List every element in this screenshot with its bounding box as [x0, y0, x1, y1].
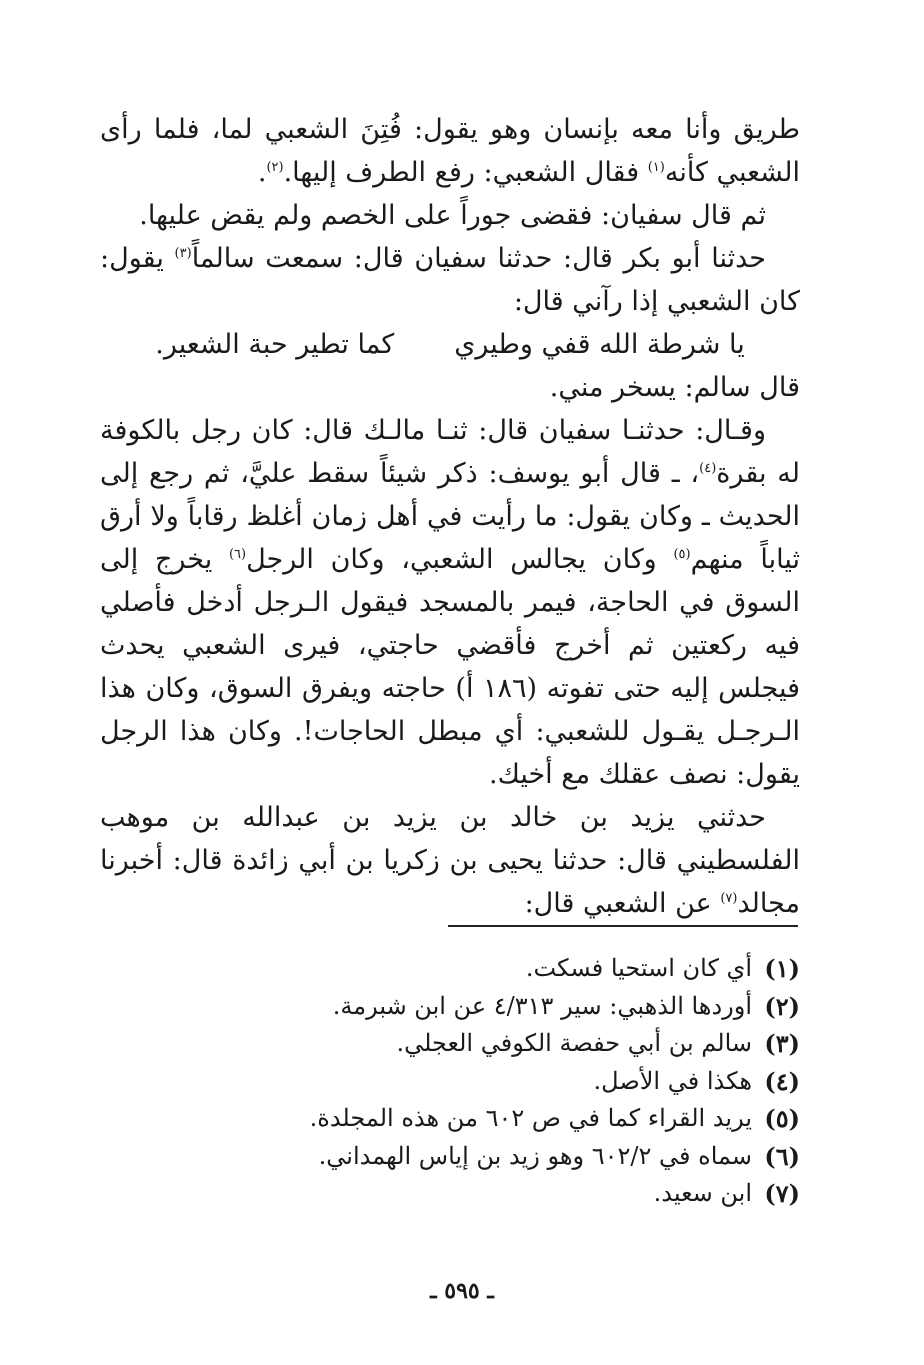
- paragraph-3: [100, 237, 800, 323]
- footnote-ref-2[interactable]: (٢): [266, 160, 284, 175]
- footnote-number: (١): [764, 954, 800, 983]
- footnote-1: [180, 950, 800, 988]
- verse-hemistich-2: كما تطير حبة الشعير.: [155, 329, 395, 360]
- footnote-4: [180, 1063, 800, 1101]
- main-text: [100, 108, 800, 925]
- page-number: ـ ٥٩٥ ـ: [430, 1278, 494, 1304]
- text-run: .: [257, 157, 267, 188]
- footnotes: [180, 950, 800, 1213]
- text-run: ، ـ قال أبو يوسف: ذكر شيئاً سقط عليَّ، ثم رجع إلى الحديث ـ وكان يقول: ما رأيت في أهل زمان أغلظ رقاباً ولا أرق ثياباً منهم: [100, 458, 800, 575]
- text-run: وكان يجالس الشعبي، وكان الرجل: [246, 544, 674, 575]
- footnote-text: أوردها الذهبي: سير ٤/٣١٣ عن ابن شبرمة.: [332, 991, 752, 1020]
- verse-line: [100, 323, 800, 366]
- footnote-6: [180, 1138, 800, 1176]
- footnote-2: [180, 988, 800, 1026]
- footnote-ref-5[interactable]: (٥): [673, 547, 691, 562]
- footnote-text: أي كان استحيا فسكت.: [525, 954, 752, 982]
- footnote-number: (٦): [764, 1141, 800, 1171]
- footnote-5: [180, 1100, 800, 1138]
- text-run: وقـال: حدثنـا سفيان قال: ثنـا مالـك قال: كان رجل بالكوفة له بقرة: [100, 415, 800, 489]
- footnote-7: [180, 1175, 800, 1213]
- footnote-text: سماه في ٦٠٢/٢ وهو زيد بن إياس الهمداني.: [318, 1141, 752, 1170]
- footnote-ref-7[interactable]: (٧): [720, 891, 738, 906]
- text-run: طريق وأنا معه بإنسان وهو يقول: فُتِنَ الشعبي لما، فلما رأى الشعبي كأنه: [100, 114, 800, 188]
- footnote-text: يريد القراء كما في ص ٦٠٢ من هذه المجلدة.: [309, 1104, 752, 1132]
- paragraph-2: ثم قال سفيان: فقضى جوراً على الخصم ولم يقض عليها.: [139, 200, 766, 231]
- footnote-text: سالم بن أبي حفصة الكوفي العجلي.: [396, 1029, 752, 1057]
- paragraph-5: [100, 409, 800, 796]
- paragraph-1: [100, 108, 800, 194]
- footnote-number: (٥): [764, 1104, 800, 1133]
- footnote-number: (٧): [764, 1179, 800, 1208]
- footnote-number: (٢): [764, 991, 800, 1021]
- text-run: حدثني يزيد بن خالد بن يزيد بن عبدالله بن موهب الفلسطيني قال: حدثنا يحيى بن زكريا بن أبي زائدة قال: أخبرنا مجالد: [100, 802, 800, 919]
- footnote-text: ابن سعيد.: [653, 1179, 752, 1207]
- footnote-ref-1[interactable]: (١): [647, 160, 665, 175]
- verse-hemistich-1: يا شرطة الله قفي وطيري: [454, 329, 745, 360]
- paragraph-6: [100, 796, 800, 925]
- footnote-ref-6[interactable]: (٦): [228, 547, 247, 562]
- footnote-3: [180, 1025, 800, 1063]
- footnote-ref-4[interactable]: (٤): [699, 461, 717, 476]
- footnote-ref-3[interactable]: (٣): [174, 246, 192, 261]
- footnote-number: (٤): [764, 1066, 800, 1096]
- text-run: فقال الشعبي: رفع الطرف إليها.: [283, 157, 648, 188]
- text-run: عن الشعبي قال:: [524, 888, 721, 919]
- paragraph-4: قال سالم: يسخر مني.: [549, 372, 800, 403]
- footnote-text: هكذا في الأصل.: [593, 1066, 752, 1095]
- footnote-number: (٣): [764, 1029, 800, 1058]
- footnote-separator: [448, 925, 798, 927]
- text-run: يقول: كان الشعبي إذا رآني قال:: [100, 243, 800, 317]
- text-run: يخرج إلى السوق في الحاجة، فيمر بالمسجد فيقول الـرجل أدخل فأصلي فيه ركعتين ثم أخرج فأقضي حاجتي، فيرى الشعبي يحدث فيجلس إليه حتى تفوته (١٨٦ أ) حاجته ويفرق السوق، وكان هذا الـرجـل يقـول للشعبي: أي مبطل الحاجات!. وكان هذا الرجل يقول: نصف عقلك مع أخيك.: [100, 544, 801, 790]
- text-run: حدثنا أبو بكر قال: حدثنا سفيان قال: سمعت سالماً: [191, 243, 766, 274]
